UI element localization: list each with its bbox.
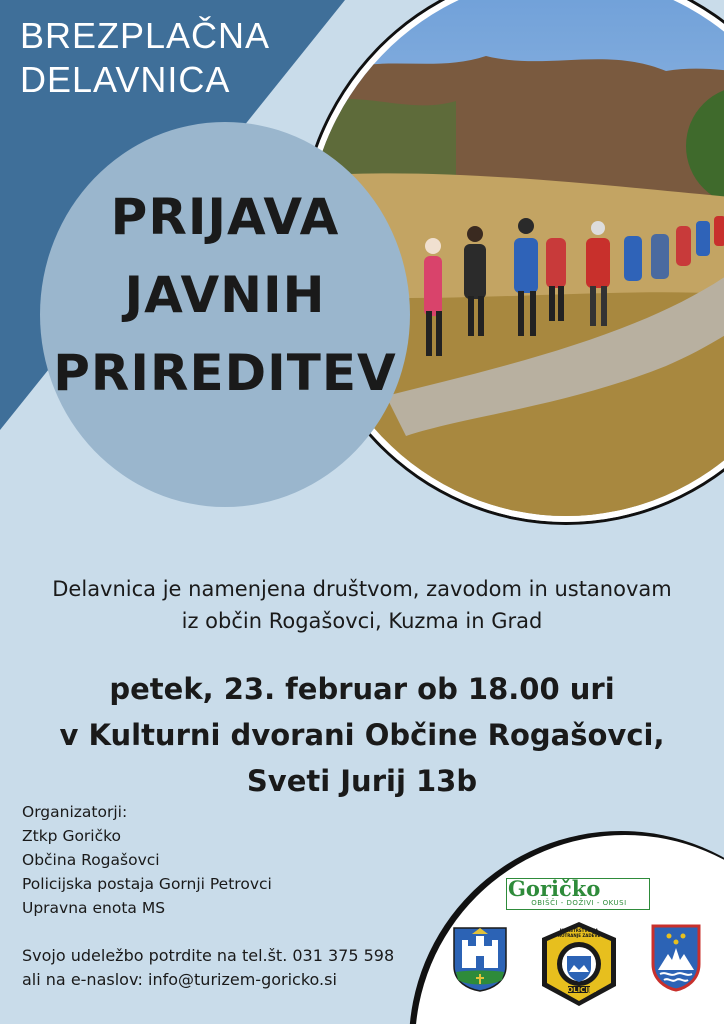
title-line-1: PRIJAVA xyxy=(110,188,340,246)
contact-email: ali na e-naslov: info@turizem-goricko.si xyxy=(22,970,337,989)
contact-info xyxy=(22,944,394,992)
event-details xyxy=(0,666,724,804)
event-address: Sveti Jurij 13b xyxy=(246,764,478,798)
goricko-logo-slogan: OBIŠČI - DOŽIVI - OKUSI xyxy=(531,899,627,907)
kicker-line-1: BREZPLAČNA xyxy=(20,15,271,56)
event-venue: v Kulturni dvorani Občine Rogašovci, xyxy=(59,718,665,752)
organizers-heading: Organizatorji: xyxy=(22,803,128,821)
intro-line-2: iz občin Rogašovci, Kuzma in Grad xyxy=(181,609,543,633)
police-badge-top-text: MINISTRSTVO ZA NOTRANJE ZADEVE xyxy=(557,928,601,938)
intro-line-1: Delavnica je namenjena društvom, zavodom in ustanovam xyxy=(52,577,672,601)
rogasovci-crest-icon xyxy=(452,926,508,992)
title-line-3: PRIREDITEV xyxy=(53,344,397,402)
organizers-list xyxy=(22,800,272,920)
title-line-2: JAVNIH xyxy=(124,266,326,324)
poster-title xyxy=(40,178,410,412)
kicker-line-2: DELAVNICA xyxy=(20,59,231,100)
intro-text xyxy=(0,573,724,637)
organizer-item: Upravna enota MS xyxy=(22,899,166,917)
slovenia-coat-of-arms-icon xyxy=(650,924,702,992)
organizer-item: Ztkp Goričko xyxy=(22,827,122,845)
goricko-logo-name: Goričko xyxy=(508,876,601,901)
contact-phone: Svojo udeležbo potrdite na tel.št. 031 375 598 xyxy=(22,946,395,965)
organizer-item: Policijska postaja Gornji Petrovci xyxy=(22,875,272,893)
event-date: petek, 23. februar ob 18.00 uri xyxy=(109,672,615,706)
organizer-item: Občina Rogašovci xyxy=(22,851,160,869)
police-badge-bottom-text: POLICIJA xyxy=(562,986,596,994)
workshop-kicker xyxy=(20,14,270,102)
